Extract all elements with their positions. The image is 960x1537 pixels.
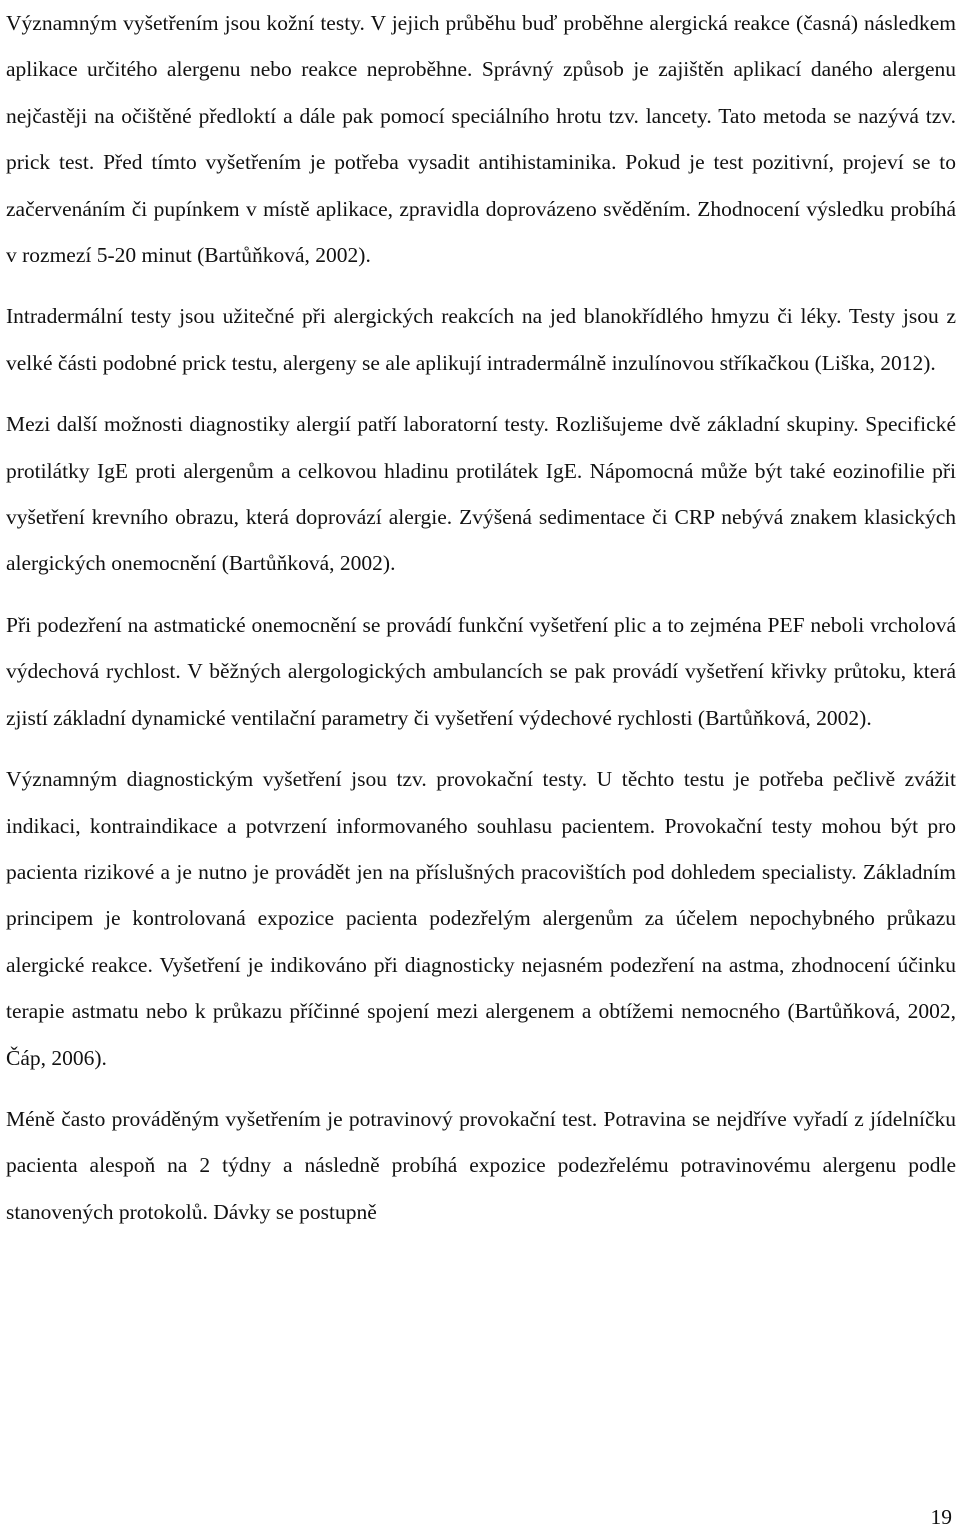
paragraph-provocation-tests: Významným diagnostickým vyšetření jsou tzv. provokační testy. U těchto testu je potřeba pečlivě zvážit indikaci, kontraindikace a potvrzení informovaného souhlasu pacientem. Provokační testy mohou být pro pacienta rizikové a je nutno je provádět jen na příslušných pracovištích pod dohledem specialisty. Základním principem je kontrolovaná expozice pacienta podezřelým alergenům za účelem nepochybného průkazu alergické reakce. Vyšetření je indikováno při diagnosticky nejasném podezření na astma, zhodnocení účinku terapie astmatu nebo k průkazu příčinné spojení mezi alergenem a obtížemi nemocného (Bartůňková, 2002, Čáp, 2006). bbox=[6, 767, 956, 1070]
paragraph-lung-function: Při podezření na astmatické onemocnění se provádí funkční vyšetření plic a to zejména PEF neboli vrcholová výdechová rychlost. V běžných alergologických ambulancích se pak provádí vyšetření křivky průtoku, která zjistí základní dynamické ventilační parametry či vyšetření výdechové rychlosti (Bartůňková, 2002). bbox=[6, 612, 956, 730]
paragraph-laboratory-tests: Mezi další možnosti diagnostiky alergií patří laboratorní testy. Rozlišujeme dvě základní skupiny. Specifické protilátky IgE proti alergenům a celkovou hladinu protilátek IgE. Nápomocná může být také eozinofilie při vyšetření krevního obrazu, která doprovází alergie. Zvýšená sedimentace či CRP nebývá znakem klasických alergických onemocnění (Bartůňková, 2002). bbox=[6, 412, 956, 576]
paragraph-intradermal-tests: Intradermální testy jsou užitečné při alergických reakcích na jed blanokřídlého hmyzu či léky. Testy jsou z velké části podobné prick testu, alergeny se ale aplikují intradermálně inzulínovou stříkačkou (Liška, 2012). bbox=[6, 304, 956, 375]
document-body bbox=[6, 0, 956, 1250]
page-number: 19 bbox=[930, 1505, 952, 1529]
paragraph-skin-tests: Významným vyšetřením jsou kožní testy. V jejich průběhu buď proběhne alergická reakce (časná) následkem aplikace určitého alergenu nebo reakce neproběhne. Správný způsob je zajištěn aplikací daného alergenu nejčastěji na očištěné předloktí a dále pak pomocí speciálního hrotu tzv. lancety. Tato metoda se nazývá tzv. prick test. Před tímto vyšetřením je potřeba vysadit antihistaminika. Pokud je test pozitivní, projeví se to začervenáním či pupínkem v místě aplikace, zpravidla doprovázeno svěděním. Zhodnocení výsledku probíhá v rozmezí 5-20 minut (Bartůňková, 2002). bbox=[6, 11, 956, 268]
paragraph-food-provocation: Méně často prováděným vyšetřením je potravinový provokační test. Potravina se nejdříve vyřadí z jídelníčku pacienta alespoň na 2 týdny a následně probíhá expozice podezřelému potravinovému alergenu podle stanovených protokolů. Dávky se postupně bbox=[6, 1106, 956, 1224]
